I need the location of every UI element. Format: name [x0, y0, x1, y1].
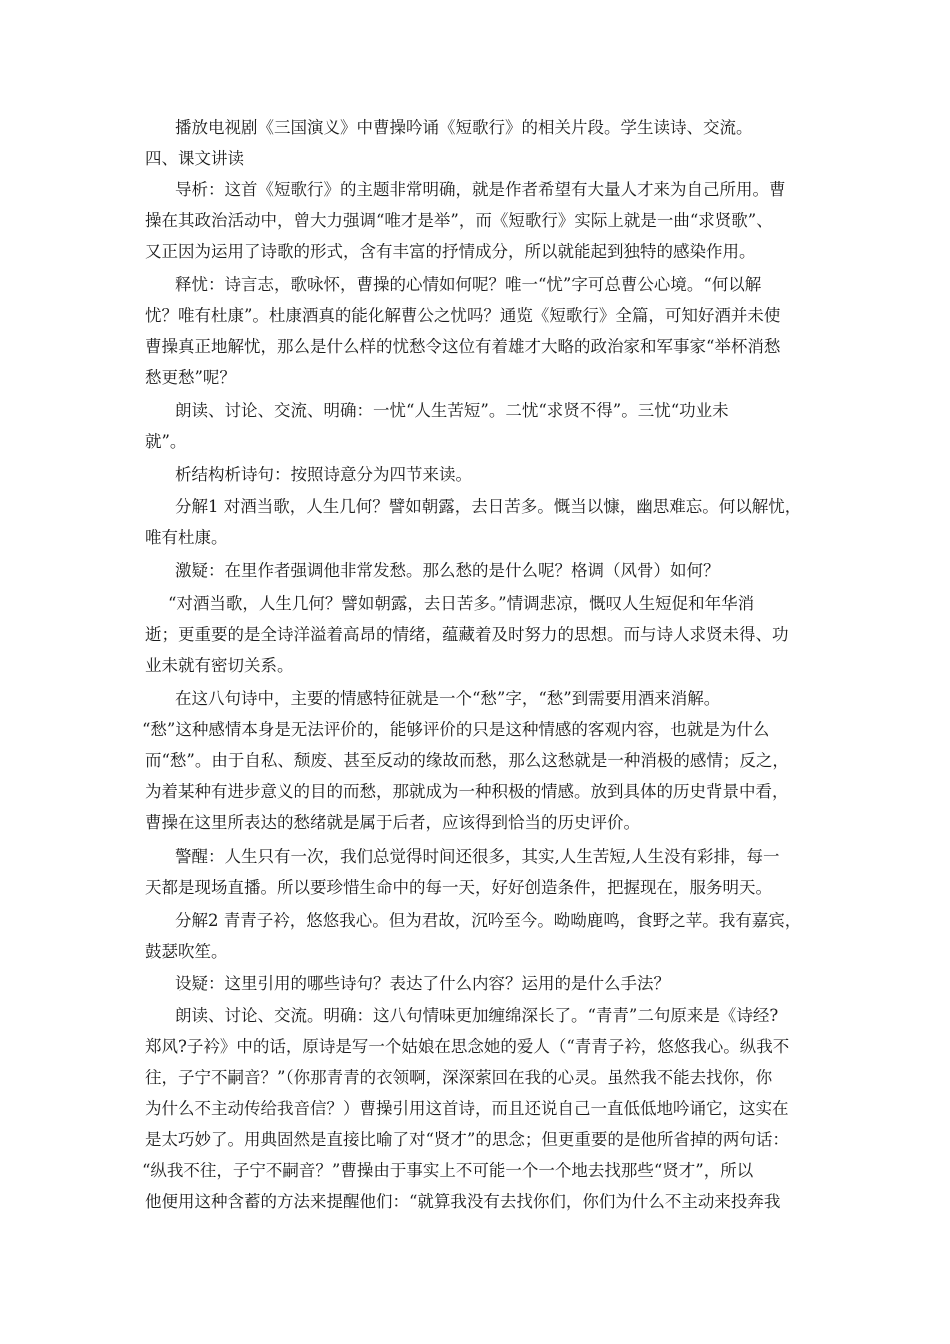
text-line: 为什么不主动传给我音信？）曹操引用这首诗，而且还说自己一直低低地吟诵它，这实在: [145, 1099, 789, 1118]
text-line: 导析：这首《短歌行》的主题非常明确，就是作者希望有大量人才来为自己所用。曹: [175, 180, 786, 199]
text-line: 忧？唯有杜康”。杜康酒真的能化解曹公之忧吗？通览《短歌行》全篇，可知好酒并未使: [145, 306, 781, 325]
text-line: 郑风?子衿》中的话，原诗是写一个姑娘在思念她的爱人（“青青子衿，悠悠我心。纵我不: [145, 1037, 790, 1056]
text-line: 警醒：人生只有一次，我们总觉得时间还很多，其实,人生苦短,人生没有彩排，每一: [175, 847, 780, 866]
text-line: 朗读、讨论、交流。明确：这八句情味更加缠绵深长了。“青青”二句原来是《诗经?: [175, 1006, 779, 1025]
text-line: 他便用这种含蓄的方法来提醒他们：“就算我没有去找你们，你们为什么不主动来投奔我: [145, 1192, 781, 1211]
text-line: 分解1 对酒当歌，人生几何？譬如朝露，去日苦多。慨当以慷，幽思难忘。何以解忧，: [175, 497, 802, 516]
text-line: “愁”这种感情本身是无法评价的，能够评价的只是这种情感的客观内容，也就是为什么: [142, 720, 770, 739]
text-line: 为着某种有进步意义的目的而愁，那就成为一种积极的情感。放到具体的历史背景中看，: [145, 782, 789, 801]
text-line: 析结构析诗句：按照诗意分为四节来读。: [175, 465, 472, 484]
text-line: 唯有杜康。: [145, 528, 228, 547]
text-line: 曹操真正地解忧，那么是什么样的忧愁令这位有着雄才大略的政治家和军事家“举杯消愁: [145, 337, 781, 356]
text-line: “对酒当歌，人生几何？譬如朝露，去日苦多。”情调悲凉，慨叹人生短促和年华消: [168, 594, 755, 613]
text-line: 而“愁”。由于自私、颓废、甚至反动的缘故而愁，那么这愁就是一种消极的感情；反之，: [145, 751, 789, 770]
text-line: 愁更愁”呢？: [145, 368, 236, 387]
text-line: 天都是现场直播。所以要珍惜生命中的每一天，好好创造条件，把握现在，服务明天。: [145, 878, 772, 897]
text-line: “纵我不往，子宁不嗣音？”曹操由于事实上不可能一个一个地去找那些“贤才”，所以: [142, 1161, 754, 1180]
text-line: 朗读、讨论、交流、明确：一忧“人生苦短”。二忧“求贤不得”。三忧“功业未: [175, 401, 729, 420]
text-line: 激疑：在里作者强调他非常发愁。那么愁的是什么呢？格调（风骨）如何？: [175, 561, 720, 580]
text-line: 又正因为运用了诗歌的形式，含有丰富的抒情成分，所以就能起到独特的感染作用。: [145, 242, 756, 261]
text-line: 业未就有密切关系。: [145, 656, 294, 675]
text-line: 播放电视剧《三国演义》中曹操吟诵《短歌行》的相关片段。学生读诗、交流。: [175, 118, 753, 137]
text-line: 往，子宁不嗣音？”（你那青青的衣领啊，深深萦回在我的心灵。虽然我不能去找你，你: [145, 1068, 773, 1087]
text-line: 曹操在这里所表达的愁绪就是属于后者，应该得到恰当的历史评价。: [145, 813, 640, 832]
section-heading: 四、课文讲读: [145, 149, 244, 168]
text-line: 鼓瑟吹笙。: [145, 942, 228, 961]
text-line: 操在其政治活动中，曾大力强调“唯才是举”，而《短歌行》实际上就是一曲“求贤歌”、: [145, 211, 773, 230]
text-line: 设疑：这里引用的哪些诗句？表达了什么内容？运用的是什么手法？: [175, 974, 670, 993]
text-line: 是太巧妙了。用典固然是直接比喻了对“贤才”的思念；但更重要的是他所省掉的两句话：: [145, 1130, 789, 1149]
text-line: 分解2 青青子衿，悠悠我心。但为君故，沉吟至今。呦呦鹿鸣，食野之苹。我有嘉宾，: [175, 911, 802, 930]
text-line: 释忧：诗言志，歌咏怀，曹操的心情如何呢？唯一“忧”字可总曹公心境。“何以解: [175, 275, 762, 294]
text-line: 在这八句诗中，主要的情感特征就是一个“愁”字，“愁”到需要用酒来消解。: [175, 689, 721, 708]
text-line: 逝；更重要的是全诗洋溢着高昂的情绪，蕴藏着及时努力的思想。而与诗人求贤未得、功: [145, 625, 789, 644]
text-line: 就”。: [145, 432, 187, 451]
